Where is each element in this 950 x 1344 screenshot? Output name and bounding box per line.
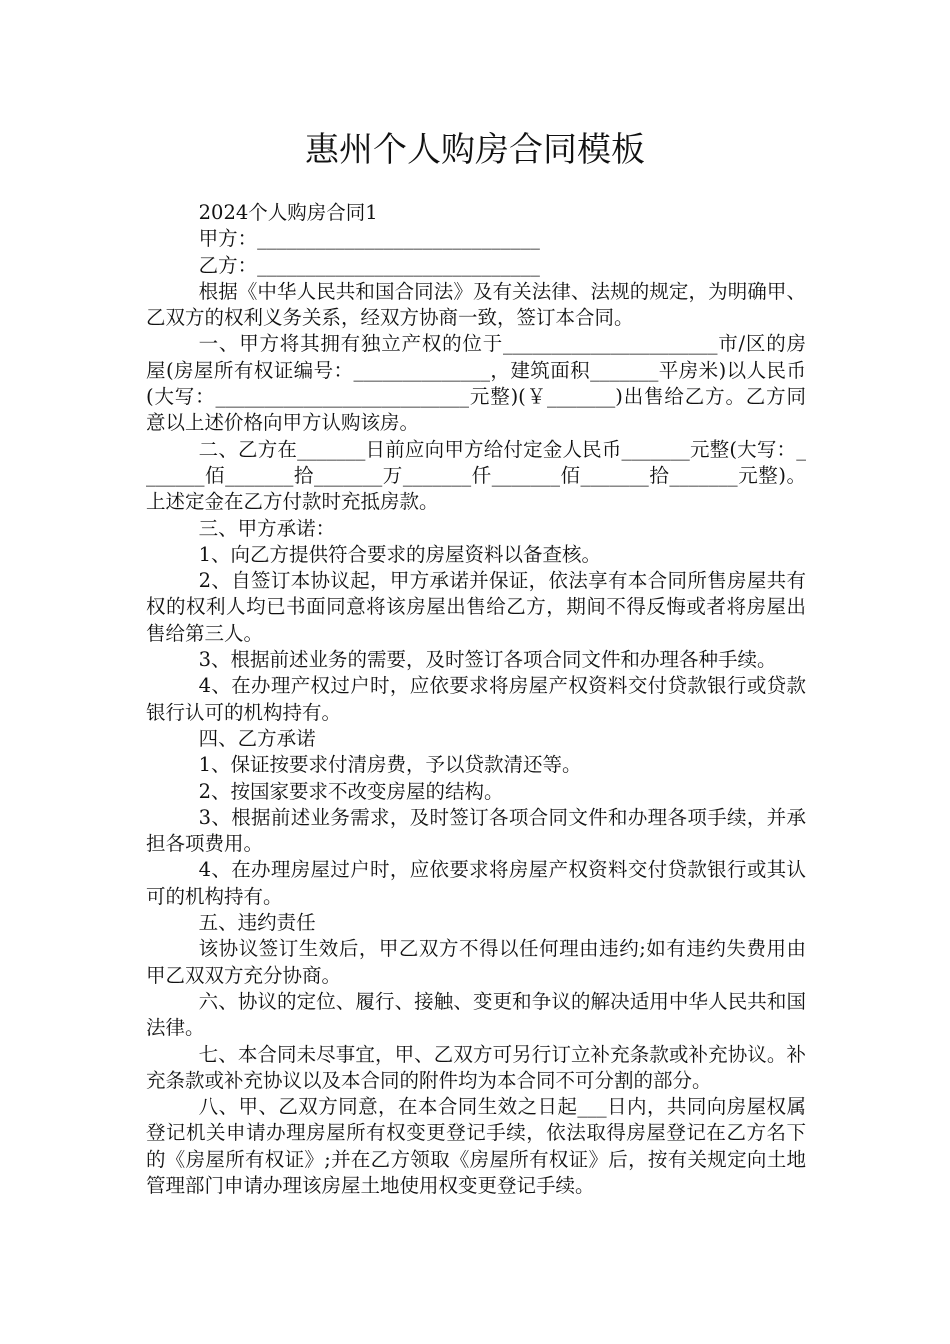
party-b-line: 乙方：_____________________________ <box>198 253 540 277</box>
clause-4-item-3: 3、根据前述业务需求，及时签订各项合同文件和办理各项手续，并承担各项费用。 <box>146 805 806 856</box>
preamble-paragraph: 根据《中华人民共和国合同法》及有关法律、法规的规定，为明确甲、乙双方的权利义务关系，经双方协商一致，签订本合同。 <box>146 279 806 330</box>
contract-subtitle: 2024个人购房合同1 <box>198 201 378 224</box>
clause-4-item-2: 2、按国家要求不改变房屋的结构。 <box>198 779 504 803</box>
clause-8-paragraph: 八、甲、乙双方同意，在本合同生效之日起___日内，共同向房屋权属登记机关申请办理房屋所有权变更登记手续，依法取得房屋登记在乙方名下的《房屋所有权证》;并在乙方领取《房屋所有权证》后，按有关规定向土地管理部门申请办理该房屋土地使用权变更登记手续。 <box>146 1095 806 1197</box>
clause-7-paragraph: 七、本合同未尽事宜，甲、乙双方可另行订立补充条款或补充协议。补充条款或补充协议以及本合同的附件均为本合同不可分割的部分。 <box>146 1042 806 1092</box>
clause-3-item-2: 2、自签订本协议起，甲方承诺并保证，依法享有本合同所售房屋共有权的权利人均已书面同意将该房屋出售给乙方，期间不得反悔或者将房屋出售给第三人。 <box>146 569 806 645</box>
clause-5-heading: 五、违约责任 <box>198 911 316 935</box>
party-a-line: 甲方：_____________________________ <box>198 227 540 251</box>
clause-3-item-3: 3、根据前述业务的需要，及时签订各项合同文件和办理各种手续。 <box>198 648 777 672</box>
clause-3-item-1: 1、向乙方提供符合要求的房屋资料以备查核。 <box>198 542 602 566</box>
document-title: 惠州个人购房合同模板 <box>305 130 645 170</box>
document-body <box>146 200 806 1199</box>
clause-3-heading: 三、甲方承诺： <box>198 516 336 540</box>
clause-4-heading: 四、乙方承诺 <box>198 726 316 750</box>
clause-6-paragraph: 六、协议的定位、履行、接触、变更和争议的解决适用中华人民共和国法律。 <box>146 989 806 1040</box>
clause-3-item-4: 4、在办理产权过户时，应依要求将房屋产权资料交付贷款银行或贷款银行认可的机构持有。 <box>146 674 806 724</box>
clause-5-text: 该协议签订生效后，甲乙双方不得以任何理由违约;如有违约失费用由甲乙双双方充分协商。 <box>146 937 806 987</box>
clause-2-paragraph: 二、乙方在_______日前应向甲方给付定金人民币_______元整(大写：_______佰_______拾_______万_______仟_______佰_______拾_______元整)。上述定金在乙方付款时充抵房款。 <box>146 437 806 514</box>
clause-4-item-1: 1、保证按要求付清房费，予以贷款清还等。 <box>198 753 582 777</box>
clause-4-item-4: 4、在办理房屋过户时，应依要求将房屋产权资料交付贷款银行或其认可的机构持有。 <box>146 858 806 908</box>
clause-1-paragraph: 一、甲方将其拥有独立产权的位于______________________市/区的房屋(房屋所有权证编号：______________，建筑面积_______平房米)以人民币(大写：__________________________元整)(￥_______)出售给乙方。乙方同意以上述价格向甲方认购该房。 <box>146 332 806 435</box>
